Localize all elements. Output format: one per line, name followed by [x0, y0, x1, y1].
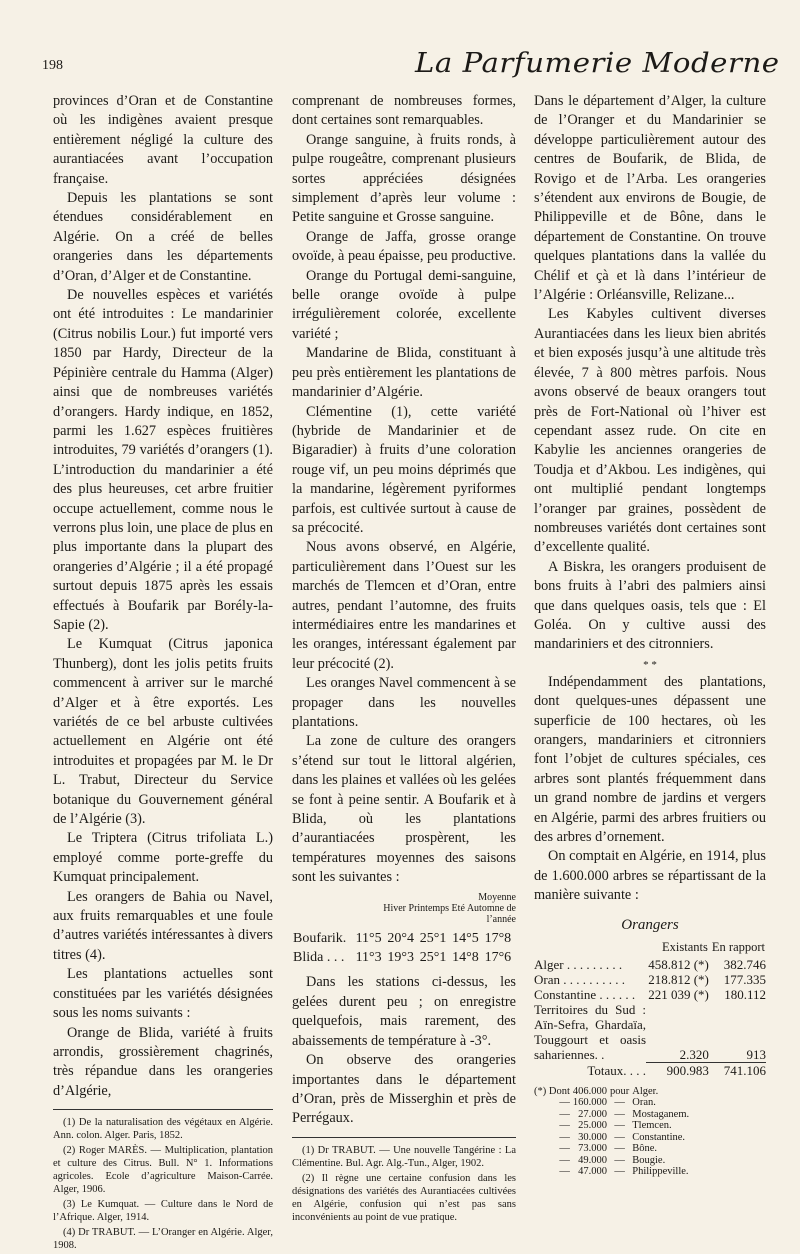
rapport-cell: 180.112 [724, 987, 766, 1003]
note-cell: — [559, 1166, 570, 1178]
value-cell: 14°8 [452, 950, 479, 966]
note-cell: Tlemcen. [632, 1120, 672, 1132]
existants-cell: 2.320 [679, 1046, 709, 1062]
existants-cell: 218.812 (*) [648, 972, 709, 988]
temperature-table-header [292, 892, 516, 925]
value-cell: 17°6 [484, 950, 512, 966]
table-row [534, 957, 766, 972]
note-cell: Bône. [632, 1143, 658, 1155]
paragraph: On observe des orangeries importantes dans le département d’Oran, près de Misserghin et près de Perrégaux. [292, 1052, 516, 1127]
table-row [292, 948, 516, 967]
paragraph: Mandarine de Blida, constituant à peu près entièrement les plantations de mandarinier d’Algérie. [292, 345, 516, 401]
journal-title: La Parfumerie Moderne [415, 48, 780, 79]
note-cell: Philippeville. [632, 1166, 689, 1178]
orangers-table [534, 939, 766, 1078]
temperature-header-line: Moyenne [478, 891, 516, 903]
note-cell: 49.000 [578, 1154, 607, 1166]
note-cell: Mostaganem. [632, 1108, 690, 1120]
note-cell: 73.000 [578, 1143, 607, 1155]
note-row [534, 1120, 692, 1132]
note-row [534, 1155, 692, 1167]
note-cell: — [614, 1120, 625, 1132]
note-cell: 406.000 [572, 1085, 607, 1097]
note-cell: (*) Dont [534, 1085, 570, 1097]
page-number: 198 [42, 58, 63, 73]
footnote: (4) Dr TRABUT. — L’Oranger en Algérie. Alger, 1908. [53, 1227, 273, 1252]
table-row [534, 1002, 766, 1062]
temperature-table [292, 929, 516, 968]
paragraph: Clémentine (1), cette variété (hybride de Mandarinier et de Bigaradier) à fruits d’une coloration rouge vif, un peu moins déprimés que la mandarine, légèrement pyriformes parfois, est cultivée surtout à cause de sa précocité. [292, 403, 516, 536]
note-row [534, 1109, 692, 1121]
note-cell: 25.000 [578, 1120, 607, 1132]
value-cell: 25°1 [419, 950, 447, 966]
row-label: Constantine . . . . . . [534, 987, 636, 1003]
total-rapport: 741.106 [709, 1062, 766, 1078]
paragraph: A Biskra, les orangers produisent de bons fruits à l’abri des palmiers ainsi que dans quelques oasis, tels que : El Goléa. On y cultive aussi des mandariniers et des citronniers. [534, 558, 766, 653]
paragraph: De nouvelles espèces et variétés ont été introduites : Le mandarinier (Citrus nobilis Lour.) fut importé vers 1850 par Hardy, Directeur de la Pépinière centrale du Hamma (Alger) ainsi que de nombreuses variétés d’orangers. Hardy indique, en 1852, parmi les 1.627 espèces fruitières introduites, 79 variétés d’orangers (1). L’introduction du mandarinier a été des plus heureuses, cet arbre fruitier occupe actuellement, comme nous le verrons plus loin, une place de plus en plus importante dans la plupart des orangeries d’Algérie ; il a été propagé surtout depuis 1875 après les essais effectués à Boufarik par Borély-la-Sapie (2). [53, 287, 273, 633]
paragraph: Les oranges Navel commencent à se propager dans les nouvelles plantations. [292, 675, 516, 730]
paragraph: La zone de culture des orangers s’étend sur tout le littoral algérien, dans les plaines et vallées où les gelées se font à peine sentir. A Boufarik et à Blida, où les plantations d’aurantiacées prospèrent, les températures moyennes des saisons sont les suivantes : [292, 733, 516, 886]
note-cell: — [614, 1131, 625, 1143]
note-cell: 160.000 [572, 1097, 607, 1109]
note-cell: — [559, 1131, 570, 1143]
value-cell: 25°1 [419, 930, 447, 946]
note-cell: — [614, 1108, 625, 1120]
note-cell: Alger. [632, 1085, 659, 1097]
footnote: (3) Le Kumquat. — Culture dans le Nord de l’Afrique. Alger, 1914. [53, 1199, 273, 1224]
temperature-header-line: l’année [486, 913, 516, 925]
column-2 [292, 92, 516, 1226]
column-header: En rapport [711, 940, 765, 955]
paragraph: Les plantations actuelles sont constituées par les variétés désignées sous les noms suivants : [53, 966, 273, 1022]
existants-cell: 221 039 (*) [648, 987, 709, 1003]
paragraph: Dans le département d’Alger, la culture de l’Oranger et du Mandarinier se développe particulièrement autour des centres de Boufarik, de Blida, de Rovigo et de l’Arba. Les orangeries s’étendent aux environs de Bougie, de Philippeville et de Bône, dans le département de Constantine. On trouve quelques plantations dans la vallée du Chélif et çà et là dans l’intérieur de l’Algérie : Orléansville, Relizane... [534, 93, 766, 304]
note-cell: — [614, 1166, 625, 1178]
paragraph: Orange de Jaffa, grosse orange ovoïde, à peau épaisse, peu productive. [292, 228, 516, 265]
table-header-row [534, 939, 766, 957]
column-3 [534, 92, 766, 1178]
paragraph: On comptait en Algérie, en 1914, plus de 1.600.000 arbres se répartissant de la manière suivante : [534, 848, 766, 904]
note-cell: Constantine. [632, 1131, 686, 1143]
note-cell: — [614, 1097, 625, 1109]
note-cell: — [614, 1154, 625, 1166]
section-separator: * * [643, 658, 657, 671]
total-existants: 900.983 [646, 1062, 709, 1078]
rapport-cell: 177.335 [723, 972, 766, 988]
note-cell: — [559, 1154, 570, 1166]
paragraph: Dans les stations ci-dessus, les gelées durent peu ; on enregistre quelquefois, mais rarement, des abaissements de température à -3°. [292, 974, 516, 1049]
existants-cell: 458.812 (*) [648, 957, 709, 973]
paragraph: provinces d’Oran et de Constantine où les indigènes avaient presque entièrement négligé la culture des aurantiacées avant l’occupation française. [53, 93, 273, 187]
table-notes [534, 1086, 692, 1178]
paragraph: Le Kumquat (Citrus japonica Thunberg), dont les jolis petits fruits commencent à arriver sur le marché d’Alger et à être exportés. Les variétés de ce bel arbuste cultivées actuellement en Algérie ont été introduites et propagées par M. le Dr L. Trabut, Directeur du Service botanique du Gouvernement général de l’Algérie (3). [53, 636, 273, 828]
note-cell: — [559, 1120, 570, 1132]
temperature-header-line: Hiver Printemps Eté Automne de [383, 902, 516, 914]
total-row [534, 1062, 766, 1078]
place-cell: Blida . . . [293, 950, 345, 966]
paragraph: comprenant de nombreuses formes, dont certaines sont remarquables. [292, 93, 516, 129]
note-cell: 27.000 [578, 1108, 607, 1120]
paragraph: Depuis les plantations se sont étendues considérablement en Algérie. On a créé de belles orangeries dans les départements d’Oran, d’Alger et de Constantine. [53, 190, 273, 284]
footnote-rule [53, 1109, 273, 1110]
note-cell: — [614, 1143, 625, 1155]
paragraph: Orange du Portugal demi-sanguine, belle orange ovoïde à pulpe irrégulièrement colorée, excellente variété ; [292, 267, 516, 342]
value-cell: 19°3 [387, 950, 414, 966]
note-row [534, 1143, 692, 1155]
note-cell: 47.000 [578, 1166, 607, 1178]
note-row [534, 1166, 692, 1178]
paragraph: Le Triptera (Citrus trifoliata L.) employé comme porte-greffe du Kumquat principalement. [53, 830, 273, 886]
value-cell: 17°8 [484, 930, 512, 946]
note-cell: pour [610, 1085, 630, 1097]
note-row [534, 1097, 692, 1109]
note-cell: — [559, 1097, 570, 1109]
value-cell: 11°5 [355, 930, 382, 946]
value-cell: 14°5 [452, 930, 479, 946]
table-row [292, 929, 516, 948]
table-row [534, 987, 766, 1002]
value-cell: 20°4 [387, 930, 414, 946]
table-row [534, 972, 766, 987]
footnote: (2) Roger MARÈS. — Multiplication, plantation et culture des Citrus. Bull. N° 1. Informations agricoles. Ecole d’agriculture Maison-Carrée. Alger, 1906. [53, 1145, 273, 1196]
paragraph: Indépendamment des plantations, dont quelques-unes dépassent une superficie de 100 hectares, où les orangers, mandariniers et citronniers font l’objet de cultures spéciales, ces arbres sont plantés fréquemment dans un grand nombre de jardins et vergers en Algérie, parmi des arbres fruitiers ou des arbres d’ornement. [534, 673, 766, 846]
note-cell: Oran. [632, 1097, 656, 1109]
footnote: (1) De la naturalisation des végétaux en Algérie. Ann. colon. Alger. Paris, 1852. [53, 1117, 273, 1142]
place-cell: Boufarik. [293, 930, 347, 946]
paragraph: Orange de Blida, variété à fruits arrondis, grossièrement chagrinés, très répandue dans les orangeries d’Algérie, [53, 1024, 273, 1099]
footnote: (1) Dr TRABUT. — Une nouvelle Tangérine : La Clémentine. Bul. Agr. Alg.-Tun., Alger, 1902. [292, 1144, 516, 1169]
note-cell: Bougie. [632, 1154, 666, 1166]
page-header [0, 0, 800, 90]
note-row [534, 1132, 692, 1144]
note-cell: — [559, 1143, 570, 1155]
footnote-rule [292, 1137, 516, 1138]
rapport-cell: 382.746 [723, 957, 766, 973]
note-cell: 30.000 [578, 1131, 607, 1143]
footnote: (2) Il règne une certaine confusion dans les désignations des variétés des Aurantiacées cultivées en Algérie, confusion qui n’est pas sans inconvénients au point de vue pratique. [292, 1172, 516, 1223]
rapport-cell: 913 [746, 1046, 766, 1062]
row-label: Oran . . . . . . . . . . [534, 972, 625, 988]
column-1 [53, 92, 273, 1254]
row-label: Territoires du Sud : Aïn-Sefra, Ghardaïa, Touggourt et oasis sahariennes. . [534, 1002, 646, 1063]
value-cell: 11°3 [355, 950, 382, 966]
paragraph: Nous avons observé, en Algérie, particulièrement dans l’Ouest sur les marchés de Tlemcen et d’Oran, entre autres, pendant l’automne, des fruits intermédiaires entre les mandarines et les oranges, intéressant également par leur précocité (2). [292, 539, 516, 672]
total-label: Totaux. . . . [587, 1062, 646, 1078]
table-title: Orangers [621, 916, 679, 933]
paragraph: Les Kabyles cultivent diverses Aurantiacées dans les lieux bien abrités et bien exposés jusqu’à une altitude très élevée, 7 à 800 mètres parfois. Nous avons observé de beaux orangers tout près de Fort-National où l’hiver est cependant assez rude. On cite en Kabylie les anciennes orangeries de Toudja et d’Akbou. Les indigènes, qui ont multiplié pendant longtemps l’oranger par graines, possèdent de nombreuses variétés dont certaines sont d’excellente qualité. [534, 306, 766, 556]
paragraph: Les orangers de Bahia ou Navel, aux fruits remarquables et une foule d’autres variétés intéressantes à divers titres (4). [53, 888, 273, 963]
column-header: Existants [662, 940, 708, 955]
note-cell: — [559, 1108, 570, 1120]
row-label: Alger . . . . . . . . . [534, 957, 623, 973]
note-row [534, 1086, 692, 1098]
paragraph: Orange sanguine, à fruits ronds, à pulpe rougeâtre, comprenant plusieurs sortes appréciées désignées simplement d’après leur volume : Petite sanguine et Grosse sanguine. [292, 131, 516, 226]
